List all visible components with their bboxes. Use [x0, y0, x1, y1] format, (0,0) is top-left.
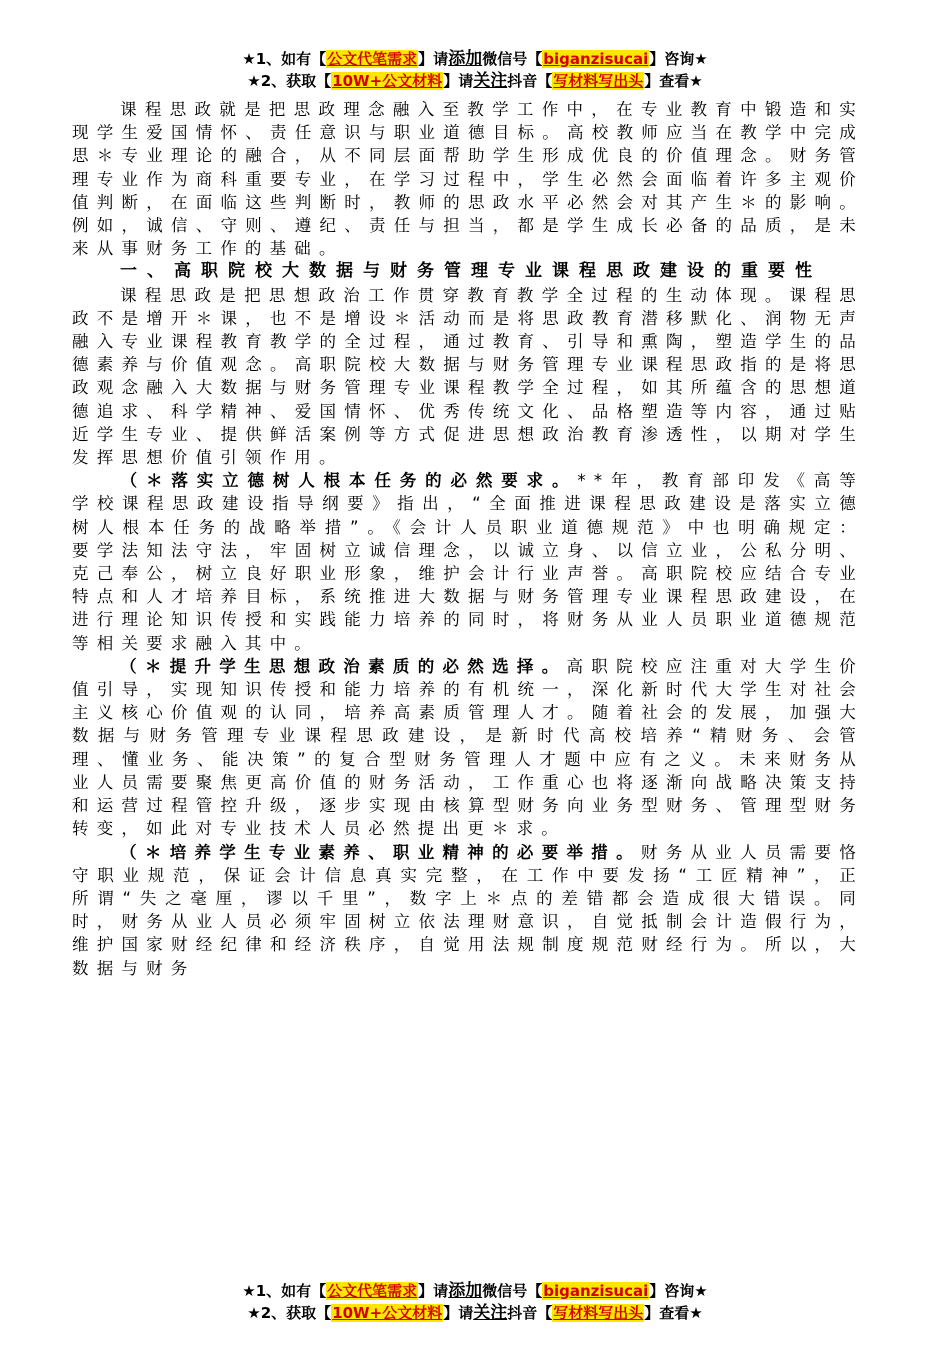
banner-text: 微信号【 [482, 50, 543, 68]
banner-wechat-id: biganzisucai [543, 1282, 649, 1300]
banner-douyin-id: 写材料写出头 [553, 1304, 644, 1322]
point-paragraph-1 [72, 469, 864, 655]
banner-text: 】请 [418, 50, 449, 68]
banner-text: 抖音【 [507, 1304, 553, 1322]
intro-text: 课程思政就是把思政理念融入至教学工作中，在专业教育中锻造和实现学生爱国情怀、责任意识与职业道德目标。高校教师应当在教学中完成思＊专业理论的融合，从不同层面帮助学生形成优良的价值理念。财务管理专业作为商科重要专业，在学习过程中，学生必然会面临着许多主观价值判断，在面临这些判断时，教师的思政水平必然会对其产生＊的影响。例如，诚信、守则、遵纪、责任与担当，都是学生成长必备的品质，是未来从事财务工作的基础。 [72, 100, 864, 259]
banner-highlight: 公文代笔需求 [327, 50, 418, 68]
point-title: （＊落实立德树人根本任务的必然要求。 [120, 471, 578, 491]
banner-highlight: 10W+公文材料 [332, 1304, 443, 1322]
banner-text: ★1、如有【 [242, 50, 327, 68]
banner-emphasis: 关注 [473, 71, 508, 91]
banner-wechat-id: biganzisucai [543, 50, 649, 68]
banner-text: 】咨询★ [649, 1282, 708, 1300]
point-title: （＊提升学生思想政治素质的必然选择。 [120, 656, 567, 676]
banner-text: 】请 [418, 1282, 449, 1300]
point-paragraph-3 [72, 841, 864, 980]
top-banner-line-1 [0, 48, 950, 70]
top-banner-line-2 [0, 70, 950, 92]
bottom-banner-line-2 [0, 1302, 950, 1324]
section-paragraph [72, 284, 864, 470]
point-title: （＊培养学生专业素养、职业精神的必要举措。 [120, 842, 641, 862]
point-text: **年，教育部印发《高等学校课程思政建设指导纲要》指出，“全面推进课程思政建设是落实立德树人根本任务的战略举措”。《会计人员职业道德规范》中也明确规定：要学法知法守法，牢固树立诚信理念，以诚立身、以信立业，公私分明、克己奉公，树立良好职业形象，维护会计行业声誉。高职院校应结合专业特点和人才培养目标，系统推进大数据与财务管理专业课程思政建设，在进行理论知识传授和实践能力培养的同时，将财务从业人员职业道德规范等相关要求融入其中。 [72, 471, 864, 653]
banner-text: 】查看★ [644, 72, 703, 90]
banner-text: 】咨询★ [649, 50, 708, 68]
banner-highlight: 10W+公文材料 [332, 72, 443, 90]
banner-text: 抖音【 [507, 72, 553, 90]
banner-text: 微信号【 [482, 1282, 543, 1300]
banner-emphasis: 添加 [448, 1281, 483, 1301]
banner-emphasis: 关注 [473, 1303, 508, 1323]
banner-text: 】请 [443, 1304, 474, 1322]
banner-text: 】请 [443, 72, 474, 90]
point-text: 财务从业人员需要恪守职业规范，保证会计信息真实完整，在工作中要发扬“工匠精神”，正所谓“失之毫厘，谬以千里”，数字上＊点的差错都会造成很大错误。同时，财务从业人员必须牢固树立依法理财意识，自觉抵制会计造假行为，维护国家财经纪律和经济秩序，自觉用法规制度规范财经行为。所以，大数据与财务 [72, 842, 864, 978]
section-heading: 一、高职院校大数据与财务管理专业课程思政建设的重要性 [120, 261, 822, 282]
banner-emphasis: 添加 [448, 49, 483, 69]
document-body [72, 98, 864, 980]
banner-text: 】查看★ [644, 1304, 703, 1322]
banner-text: ★1、如有【 [242, 1282, 327, 1300]
point-text: 高职院校应注重对大学生价值引导，实现知识传授和能力培养的有机统一，深化新时代大学生对社会主义核心价值观的认同，培养高素质管理人才。随着社会的发展，加强大数据与财务管理专业课程思政建设，是新时代高校培养“精财务、会管理、懂业务、能决策”的复合型财务管理人才题中应有之义。未来财务从业人员需要聚焦更高价值的财务活动，工作重心也将逐渐向战略决策支持和运营过程管控升级，逐步实现由核算型财务向业务型财务、管理型财务转变，如此对专业技术人员必然提出更＊求。 [72, 656, 864, 839]
bottom-banner-line-1 [0, 1280, 950, 1302]
intro-paragraph [72, 98, 864, 260]
banner-text: ★2、获取【 [247, 1304, 332, 1322]
bottom-banner [0, 1280, 950, 1324]
section-text: 课程思政是把思想政治工作贯穿教育教学全过程的生动体现。课程思政不是增开＊课，也不是增设＊活动而是将思政教育潜移默化、润物无声融入专业课程教育教学的全过程，通过教育、引导和熏陶，塑造学生的品德素养与价值观念。高职院校大数据与财务管理专业课程思政指的是将思政观念融入大数据与财务管理专业课程教学全过程，如其所蕴含的思想道德追求、科学精神、爱国情怀、优秀传统文化、品格塑造等内容，通过贴近学生专业、提供鲜活案例等方式促进思想政治教育渗透性，以期对学生发挥思想价值引领作用。 [72, 285, 864, 468]
top-banner [0, 48, 950, 92]
point-paragraph-2 [72, 655, 864, 841]
banner-highlight: 公文代笔需求 [327, 1282, 418, 1300]
banner-text: ★2、获取【 [247, 72, 332, 90]
banner-douyin-id: 写材料写出头 [553, 72, 644, 90]
